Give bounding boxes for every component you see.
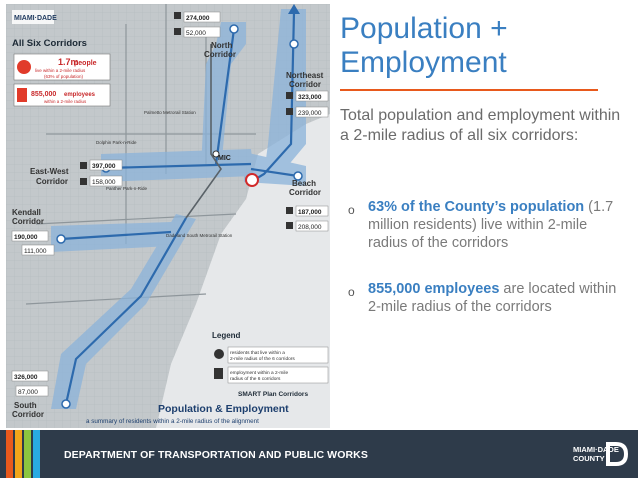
- slide-title: Population + Employment: [340, 12, 508, 79]
- downtown-marker: [246, 174, 258, 186]
- svg-text:radius of the 6 corridors: radius of the 6 corridors: [230, 377, 281, 382]
- stripe-yellow: [15, 430, 22, 478]
- bullet-population-bold: 63% of the County’s population: [368, 199, 585, 215]
- svg-text:Corridor: Corridor: [204, 50, 236, 59]
- summary-people-word: people: [74, 60, 97, 67]
- county-d-icon: [606, 442, 628, 466]
- county-logo-text: MIAMI·DADE COUNTY: [573, 445, 619, 463]
- svg-text:52,000: 52,000: [186, 30, 206, 37]
- map-subtitle: a summary of residents within a 2-mile radius of the alignment: [86, 418, 259, 425]
- plan-label: SMART Plan Corridors: [238, 391, 309, 398]
- stripe-green: [24, 430, 31, 478]
- svg-text:employment within a 2-mile: employment within a 2-mile: [230, 371, 289, 376]
- svg-text:North: North: [211, 41, 233, 50]
- summary-people-big: 1.7m: [58, 57, 79, 67]
- building-icon: [286, 222, 293, 229]
- bullet-employment-bold: 855,000 employees: [368, 281, 500, 297]
- map-logo: MIAMI·DADE: [14, 15, 57, 22]
- people-icon: [286, 92, 293, 99]
- building-icon: [17, 88, 27, 102]
- map-graphic: [6, 4, 330, 428]
- bullet-employment: [348, 280, 628, 316]
- summary-people-line2: (63% of population): [44, 74, 84, 79]
- summary-jobs-word: employees: [64, 92, 96, 98]
- footer-stripes: [6, 430, 42, 478]
- svg-text:190,000: 190,000: [14, 234, 38, 241]
- svg-text:2-mile radius of the 6 corrido: 2-mile radius of the 6 corridors: [230, 357, 295, 362]
- summary-people-line1: live within a 2-mile radius: [35, 68, 86, 73]
- building-icon: [80, 178, 87, 185]
- station-mic: MIC: [218, 155, 231, 162]
- footer-department: DEPARTMENT OF TRANSPORTATION AND PUBLIC WORKS: [64, 449, 368, 461]
- svg-text:Corridor: Corridor: [12, 410, 44, 419]
- svg-text:239,000: 239,000: [298, 110, 322, 117]
- bullet-list: [348, 198, 628, 316]
- building-icon: [174, 28, 181, 35]
- svg-text:Corridor: Corridor: [12, 217, 44, 226]
- svg-text:111,000: 111,000: [24, 248, 47, 255]
- svg-text:158,000: 158,000: [92, 179, 116, 186]
- svg-text:Corridor: Corridor: [289, 188, 321, 197]
- svg-text:326,000: 326,000: [14, 374, 38, 381]
- title-divider: [340, 89, 598, 91]
- summary-title: All Six Corridors: [12, 38, 87, 49]
- summary-jobs-big: 855,000: [31, 91, 57, 98]
- building-icon: [286, 108, 293, 115]
- svg-text:Beach: Beach: [292, 179, 317, 188]
- svg-text:187,000: 187,000: [298, 209, 322, 216]
- people-icon: [174, 12, 181, 19]
- station-panther: Panther Park-n-Ride: [106, 186, 148, 191]
- county-logo: [573, 442, 631, 468]
- map-title: Population & Employment: [158, 403, 289, 415]
- station-dadeland: Dadeland South Metrorail Station: [166, 233, 233, 238]
- summary-jobs-line: within a 2-mile radius: [44, 99, 87, 104]
- people-icon: [17, 60, 31, 74]
- svg-text:South: South: [14, 401, 37, 410]
- svg-text:Legend: Legend: [212, 331, 241, 340]
- bullet-employment-rest: are located within 2-mile radius of the corridors: [368, 281, 617, 315]
- corridor-northeast: [286, 71, 328, 117]
- svg-text:Northeast: Northeast: [286, 71, 324, 80]
- building-icon: [214, 368, 223, 379]
- svg-text:East-West: East-West: [30, 167, 69, 176]
- bullet-marker: o: [348, 285, 355, 299]
- svg-text:323,000: 323,000: [298, 94, 322, 101]
- people-icon: [286, 207, 293, 214]
- bullet-population: [348, 198, 628, 252]
- station-palmetto: Palmetto Metrorail Station: [144, 110, 196, 115]
- svg-text:87,000: 87,000: [18, 389, 38, 396]
- svg-text:208,000: 208,000: [298, 224, 322, 231]
- svg-text:Corridor: Corridor: [289, 80, 321, 89]
- svg-text:Corridor: Corridor: [36, 177, 68, 186]
- bullet-marker: o: [348, 203, 355, 217]
- slide-intro: Total population and employment within a 2-mile radius of all six corridors:: [340, 107, 621, 144]
- stripe-blue: [33, 430, 40, 478]
- corridor-south: [12, 371, 48, 419]
- people-icon: [214, 349, 224, 359]
- corridor-map: [6, 4, 330, 428]
- svg-text:397,000: 397,000: [92, 163, 116, 170]
- stripe-orange: [6, 430, 13, 478]
- people-icon: [80, 162, 87, 169]
- svg-text:Kendall: Kendall: [12, 208, 41, 217]
- station-dolphin: Dolphin Park-n-Ride: [96, 140, 137, 145]
- svg-text:residents that live within a: residents that live within a: [230, 351, 285, 356]
- svg-text:274,000: 274,000: [186, 15, 210, 22]
- bullet-population-rest: (1.7 million residents) live within 2-mile radius of the corridors: [368, 199, 614, 251]
